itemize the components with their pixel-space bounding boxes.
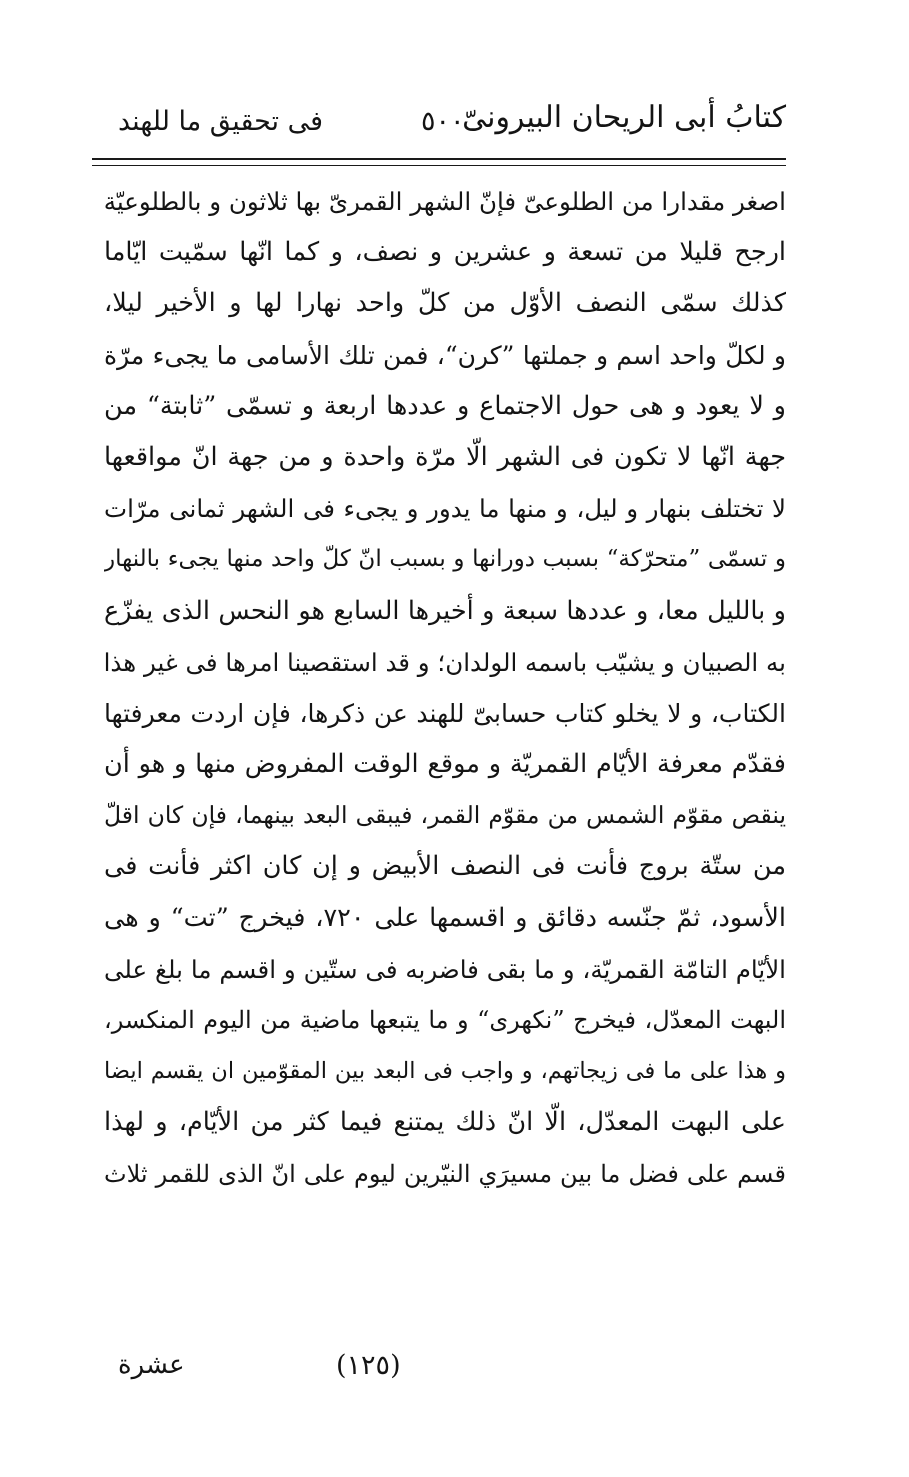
signature-mark: (١٢٥) — [336, 1350, 401, 1381]
running-subject: فى تحقيق ما للهند — [118, 106, 324, 137]
header-rule — [92, 158, 786, 160]
text-line: و تسمّى ”متحرّكة“ بسبب دورانها و بسبب انّ كلّ واحد منها يجىء بالنهار — [104, 546, 786, 573]
text-line: الكتاب، و لا يخلو كتاب حسابىّ للهند عن ذكرها، فإن اردت معرفتها — [104, 698, 786, 728]
text-line: و بالليل معا، و عددها سبعة و أخيرها السابع هو النحس الذى يفزّع — [104, 595, 786, 626]
text-line: و هذا على ما فى زيجاتهم، و واجب فى البعد بين المقوّمين ان يقسم ايضا — [104, 1058, 786, 1085]
text-line: كذلك سمّى النصف الأوّل من كلّ واحد نهارا لها و الأخير ليلا، — [104, 288, 786, 319]
text-line: على البهت المعدّل، الّا انّ ذلك يمتنع فيما كثر من الأيّام، و لهذا — [104, 1107, 786, 1138]
page-header — [96, 100, 786, 156]
text-line: ينقص مقوّم الشمس من مقوّم القمر، فيبقى البعد بينهما، فإن كان اقلّ — [104, 801, 786, 830]
text-line: و لكلّ واحد اسم و جملتها ”كرن“، فمن تلك الأسامى ما يجىء مرّة — [104, 340, 786, 370]
text-line: جهة انّها لا تكون فى الشهر الّا مرّة واحدة و من جهة انّ مواقعها — [104, 441, 786, 472]
text-line: الأسود، ثمّ جنّسه دقائق و اقسمها على ٧٢٠، فيخرج ”تت“ و هى — [104, 902, 786, 933]
text-line: البهت المعدّل، فيخرج ”نكهرى“ و ما يتبعها ماضية من اليوم المنكسر، — [104, 1006, 786, 1034]
page-number: ٥٠٠ — [421, 106, 465, 137]
header-rule-thin — [92, 165, 786, 166]
book-title: كتابُ أبى الريحان البيرونىّ — [462, 100, 786, 135]
text-line: ارجح قليلا من تسعة و عشرين و نصف، و كما انّها سمّيت ايّاما — [104, 237, 786, 268]
text-line: قسم على فضل ما بين مسيرَي النيّرين ليوم على انّ الذى للقمر ثلاث — [104, 1159, 786, 1188]
body-text — [104, 176, 786, 1200]
text-line: فقدّم معرفة الأيّام القمريّة و موقع الوقت المفروض منها و هو أن — [104, 749, 786, 780]
text-line: به الصبيان و يشيّب باسمه الولدان؛ و قد استقصينا امرها فى غير هذا — [104, 647, 786, 677]
page-footer — [96, 1350, 786, 1400]
text-line: و لا يعود و هى حول الاجتماع و عددها اربعة و تسمّى ”ثابتة“ من — [104, 390, 786, 421]
text-line: لا تختلف بنهار و ليل، و منها ما يدور و يجىء فى الشهر ثمانى مرّات — [104, 494, 786, 524]
text-line: من ستّة بروج فأنت فى النصف الأبيض و إن كان اكثر فأنت فى — [104, 851, 786, 882]
text-line: الأيّام التامّة القمريّة، و ما بقى فاضربه فى ستّين و اقسم ما بلغ على — [104, 954, 786, 984]
text-line: اصغر مقدارا من الطلوعىّ فإنّ الشهر القمرىّ بها ثلاثون و بالطلوعيّة — [104, 187, 786, 216]
catchword: عشرة — [118, 1350, 185, 1380]
